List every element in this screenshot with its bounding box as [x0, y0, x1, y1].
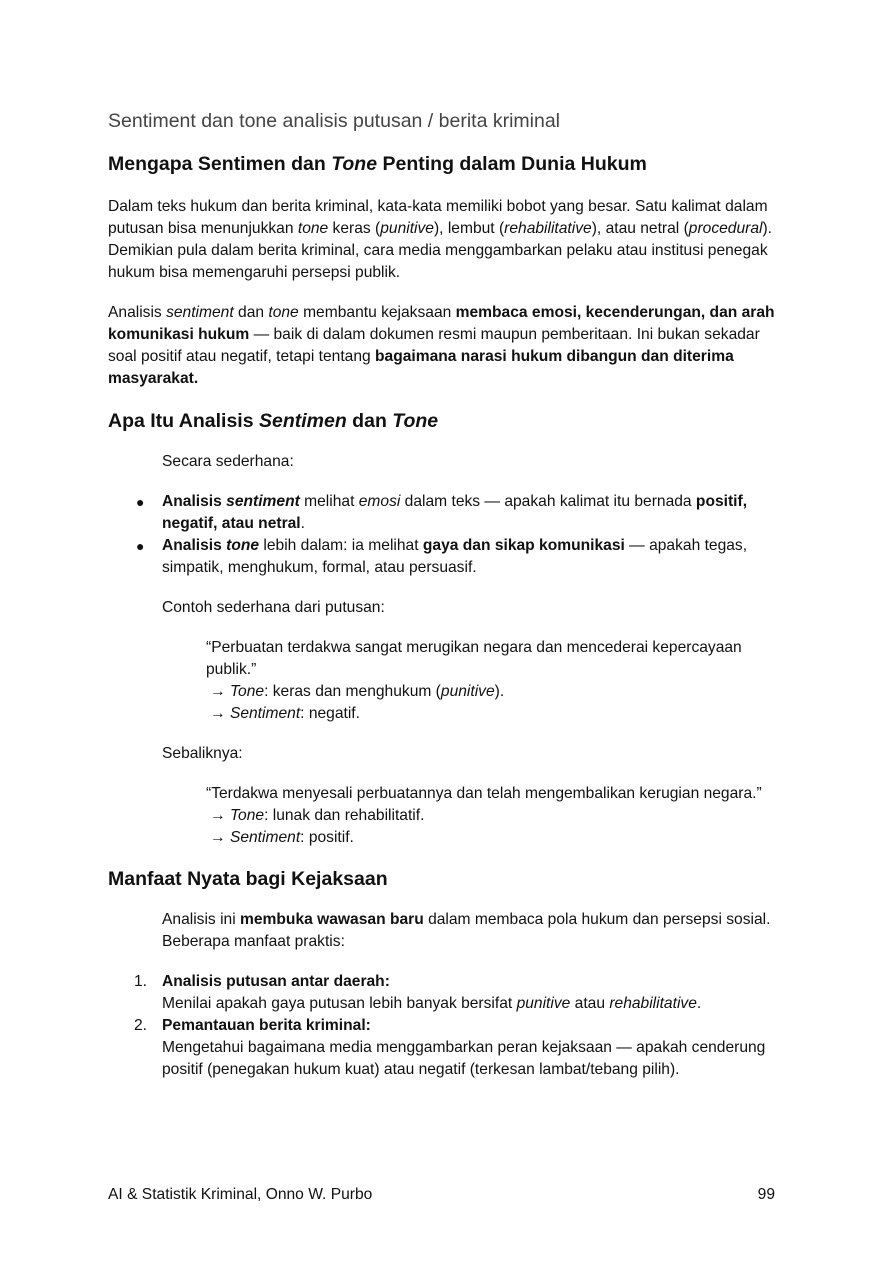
list-item: ● Analisis tone lebih dalam: ia melihat gaya dan sikap komunikasi — apakah tegas, simpatik, menghukum, formal, atau persuasif. — [136, 537, 748, 576]
list-item: 2. Pemantauan berita kriminal: Mengetahui bagaimana media menggambarkan peran kejaksaan — apakah cenderung positif (penegakan hukum kuat) atau negatif (terkesan lambat/tebang pilih). — [134, 1017, 766, 1078]
footer-book-title: AI & Statistik Kriminal, Onno W. Purbo — [108, 1186, 373, 1203]
sentiment-line: → Sentiment: negatif. — [210, 705, 360, 722]
intro-simple: Secara sederhana: — [162, 453, 294, 470]
contrast-intro: Sebaliknya: — [162, 745, 243, 762]
bullet-icon: ● — [136, 538, 145, 554]
heading-benefits: Manfaat Nyata bagi Kejaksaan — [108, 868, 388, 890]
section-label: Sentiment dan tone analisis putusan / berita kriminal — [108, 110, 561, 132]
example-intro: Contoh sederhana dari putusan: — [162, 599, 385, 616]
quote-text: “Terdakwa menyesali perbuatannya dan telah mengembalikan kerugian negara.” — [206, 785, 762, 802]
example-quote-1 — [162, 637, 780, 725]
arrow-icon: → — [210, 829, 226, 846]
heading-what-is-analysis: Apa Itu Analisis Sentimen dan Tone — [108, 410, 439, 432]
list-number: 1. — [134, 973, 148, 990]
list-item: ● Analisis sentiment melihat emosi dalam teks — apakah kalimat itu bernada positif, negatif, atau netral. — [136, 493, 748, 532]
numbered-list — [108, 971, 780, 1081]
bullet-icon: ● — [136, 494, 145, 510]
tone-line: → Tone: keras dan menghukum (punitive). — [210, 683, 505, 700]
arrow-icon: → — [210, 705, 226, 722]
paragraph-analysis-purpose: Analisis sentiment dan tone membantu kejaksaan membaca emosi, kecenderungan, dan arah komunikasi hukum — baik di dalam dokumen resmi maupun pemberitaan. Ini bukan sekadar soal positif atau negatif, tetapi tentang bagaimana narasi hukum dibangun dan diterima masyarakat. — [108, 304, 775, 387]
list-item: 1. Analisis putusan antar daerah: Menilai apakah gaya putusan lebih banyak bersifat punitive atau rehabilitative. — [134, 973, 702, 1012]
tone-line: → Tone: lunak dan rehabilitatif. — [210, 807, 425, 824]
benefits-intro: Analisis ini membuka wawasan baru dalam membaca pola hukum dan persepsi sosial. Beberapa manfaat praktis: — [162, 911, 771, 950]
arrow-icon: → — [210, 807, 226, 824]
bullet-list — [108, 491, 780, 579]
sentiment-line: → Sentiment: positif. — [210, 829, 354, 846]
list-number: 2. — [134, 1017, 148, 1034]
main-content — [108, 150, 780, 1081]
section3-body — [108, 909, 780, 1081]
page-footer — [108, 1186, 775, 1204]
section2-body — [108, 451, 780, 849]
heading-why-sentiment: Mengapa Sentimen dan Tone Penting dalam Dunia Hukum — [108, 153, 647, 175]
example-quote-2 — [162, 783, 780, 849]
page-number: 99 — [757, 1186, 775, 1203]
arrow-icon: → — [210, 683, 226, 700]
paragraph-legal-text: Dalam teks hukum dan berita kriminal, kata-kata memiliki bobot yang besar. Satu kalimat dalam putusan bisa menunjukkan tone keras (punitive), lembut (rehabilitative), atau netral (procedural). Demikian pula dalam berita kriminal, cara media menggambarkan pelaku atau institusi penegak hukum bisa memengaruhi persepsi publik. — [108, 198, 773, 281]
quote-text: “Perbuatan terdakwa sangat merugikan negara dan mencederai kepercayaan publik.” — [206, 639, 742, 678]
